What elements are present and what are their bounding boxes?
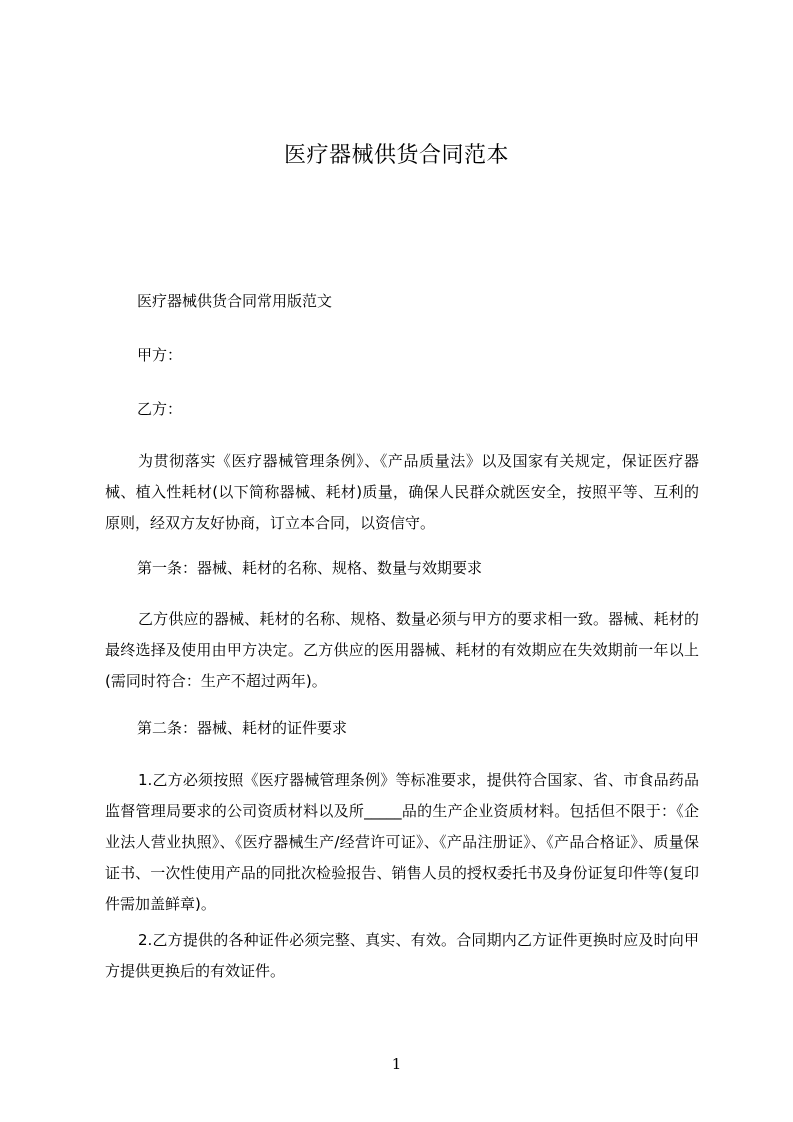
page-number: 1 [391,1055,402,1073]
article-2-item-1: 1.乙方必须按照《医疗器械管理条例》等标准要求，提供符合国家、省、市食品药品监督管理局要求的公司资质材料以及所_____品的生产企业资质材料。包括但不限于：《企业法人营业执照》、《医疗器械生产/经营许可证》、《产品注册证》、《产品合格证》、质量保证书、一次性使用产品的同批次检验报告、销售人员的授权委托书及身份证复印件等(复印件需加盖鲜章)。 [105,771,699,913]
document-title: 医疗器械供货合同范本 [283,143,509,168]
article-1-body: 乙方供应的器械、耗材的名称、规格、数量必须与甲方的要求相一致。器械、耗材的最终选择及使用由甲方决定。乙方供应的医用器械、耗材的有效期应在失效期前一年以上(需同时符合：生产不超过两年)。 [105,610,699,690]
intro-paragraph: 为贯彻落实《医疗器械管理条例》、《产品质量法》以及国家有关规定，保证医疗器械、植入性耗材(以下简称器械、耗材)质量，确保人民群众就医安全，按照平等、互利的原则，经双方友好协商，订立本合同，以资信守。 [105,452,699,532]
article-2-item-2: 2.乙方提供的各种证件必须完整、真实、有效。合同期内乙方证件更换时应及时向甲方提供更换后的有效证件。 [105,931,699,980]
article-1-heading: 第一条：器械、耗材的名称、规格、数量与效期要求 [137,559,483,577]
party-a-label: 甲方： [137,346,183,364]
document-subtitle: 医疗器械供货合同常用版范文 [137,292,333,310]
article-2-heading: 第二条：器械、耗材的证件要求 [137,719,348,737]
party-b-label: 乙方： [137,400,183,418]
